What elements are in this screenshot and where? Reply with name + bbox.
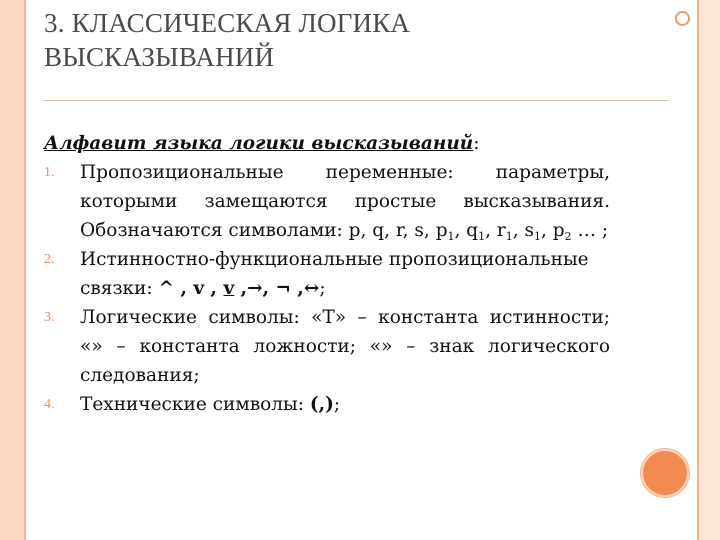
item-4-end: ; xyxy=(333,394,341,415)
list-number: 3. xyxy=(44,310,55,325)
item-1-text-4: , s xyxy=(512,220,535,241)
list-item xyxy=(44,390,610,419)
left-frame-line xyxy=(24,0,26,540)
item-2-text: Истинностно-функциональные пропозициональные связки: xyxy=(80,249,589,299)
item-1-sub-3: 1 xyxy=(505,230,513,243)
title-divider xyxy=(44,100,668,101)
title-line-1: 3. КЛАССИЧЕСКАЯ ЛОГИКА xyxy=(44,8,411,38)
item-1-sub-5: 2 xyxy=(564,230,572,243)
item-1-text-3: , r xyxy=(485,220,506,241)
slide-body xyxy=(44,129,610,419)
item-2-symbols-1: ^ , v , xyxy=(158,278,224,299)
left-frame-band xyxy=(0,0,24,540)
title-line-2: ВЫСКАЗЫВАНИЙ xyxy=(44,42,275,72)
alphabet-heading-text: Алфавит языка логики высказываний xyxy=(44,133,474,154)
item-4-symbols: (,) xyxy=(309,394,334,415)
alphabet-list xyxy=(44,158,610,419)
item-1-text-6: … ; xyxy=(571,220,609,241)
item-2-symbol-underlined-v: v xyxy=(223,278,235,299)
item-1-text: Пропозициональные переменные: параметры, которыми замещаются простые высказывания. Обозначаются символами: p, q, r, s, p xyxy=(80,162,610,241)
right-frame-band xyxy=(699,0,720,540)
item-1-sub-4: 1 xyxy=(534,230,542,243)
slide-title xyxy=(44,6,664,74)
orange-circle-icon xyxy=(641,449,689,497)
list-item xyxy=(44,158,610,245)
item-4-text: Технические символы: xyxy=(80,394,310,415)
alphabet-heading-colon: : xyxy=(473,133,480,154)
item-2-symbols-2: ,→, ¬ ,↔ xyxy=(234,278,320,299)
item-1-sub-1: 1 xyxy=(447,230,455,243)
ring-icon xyxy=(675,11,690,26)
list-number: 4. xyxy=(44,397,55,412)
item-1-text-5: , p xyxy=(541,220,565,241)
item-2-end: ; xyxy=(319,278,326,299)
list-item xyxy=(44,303,610,390)
item-1-text-2: , q xyxy=(454,220,479,241)
item-3-text: Логические символы: «T» – константа истинности; «» – константа ложности; «» – знак логического следования; xyxy=(80,307,610,386)
item-1-sub-2: 1 xyxy=(478,230,486,243)
list-number: 2. xyxy=(44,252,55,267)
list-item xyxy=(44,245,610,303)
list-number: 1. xyxy=(44,165,55,180)
alphabet-heading xyxy=(44,129,610,158)
